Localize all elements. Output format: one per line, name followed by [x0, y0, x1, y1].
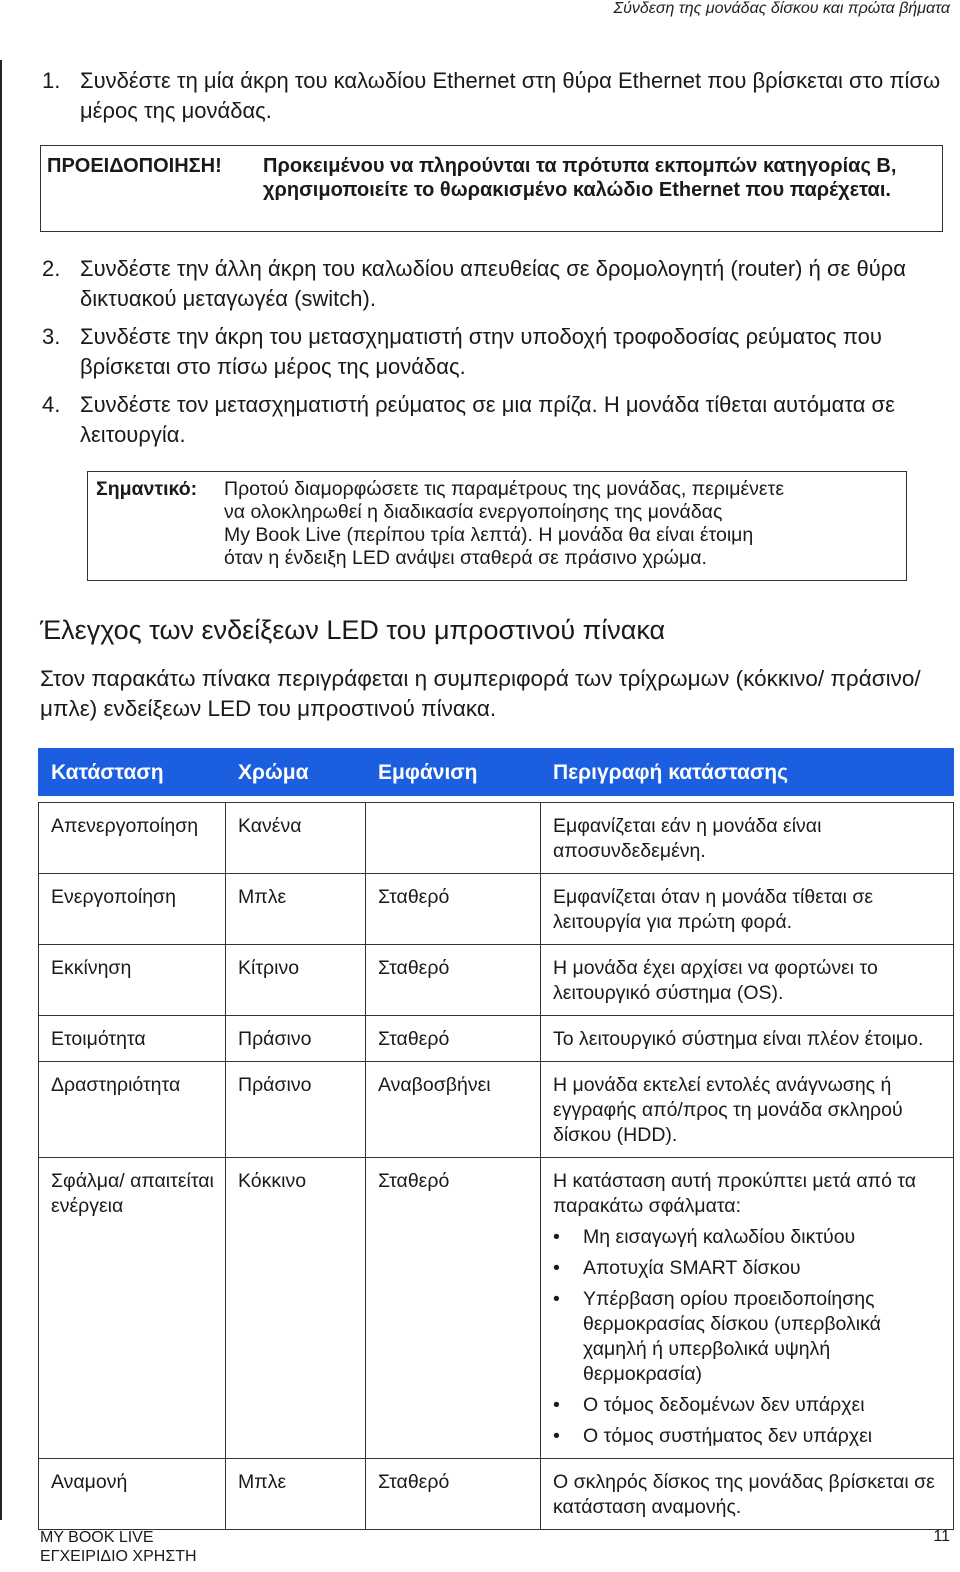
cell-appearance: Σταθερό: [365, 1016, 540, 1062]
warning-text: Προκειμένου να πληρούνται τα πρότυπα εκπομπών κατηγορίας B, χρησιμοποιείτε το θωρακισμένο καλώδιο Ethernet που παρέχεται.: [263, 155, 897, 201]
list-item: • Ο τόμος δεδομένων δεν υπάρχει: [553, 1393, 945, 1418]
step-4: [42, 390, 942, 450]
important-line: όταν η ένδειξη LED ανάψει σταθερά σε πράσινο χρώμα.: [224, 547, 707, 569]
important-line: να ολοκληρωθεί η διαδικασία ενεργοποίησης της μονάδας: [224, 501, 723, 523]
step-text: Συνδέστε την άλλη άκρη του καλωδίου απευθείας σε δρομολογητή (router) ή σε θύρα δικτυακού μεταγωγέα (switch).: [80, 256, 906, 311]
cell-appearance: Σταθερό: [365, 945, 540, 1016]
cell-status: Απενεργοποίηση: [38, 802, 225, 874]
step-number: 1.: [42, 68, 61, 93]
cell-description: Ο σκληρός δίσκος της μονάδας βρίσκεται σε κατάσταση αναμονής.: [540, 1459, 954, 1530]
left-margin-rule: [0, 60, 2, 1520]
section-heading: Έλεγχος των ενδείξεων LED του μπροστινού πίνακα: [40, 615, 666, 645]
step-text: Συνδέστε τη μία άκρη του καλωδίου Ethernet στη θύρα Ethernet που βρίσκεται στο πίσω μέρος της μονάδας.: [80, 68, 941, 123]
page-number: 11: [933, 1528, 950, 1545]
cell-status: Ετοιμότητα: [38, 1016, 225, 1062]
list-item: • Μη εισαγωγή καλωδίου δικτύου: [553, 1225, 945, 1250]
cell-appearance: Αναβοσβήνει: [365, 1062, 540, 1158]
step-number: 2.: [42, 256, 61, 281]
cell-appearance: [365, 802, 540, 874]
cell-color: Κόκκινο: [225, 1158, 365, 1459]
cell-color: Πράσινο: [225, 1062, 365, 1158]
cell-appearance: Σταθερό: [365, 1158, 540, 1459]
cell-color: Πράσινο: [225, 1016, 365, 1062]
table-row: [38, 1062, 954, 1158]
table-row: [38, 874, 954, 945]
warning-box: [40, 145, 943, 232]
cell-appearance: Σταθερό: [365, 874, 540, 945]
table-row: [38, 1016, 954, 1062]
cell-description: Η μονάδα έχει αρχίσει να φορτώνει το λειτουργικό σύστημα (OS).: [540, 945, 954, 1016]
table-row: [38, 945, 954, 1016]
step-2: [42, 254, 942, 314]
step-3: [42, 322, 942, 382]
important-line: My Book Live (περίπου τρία λεπτά). Η μονάδα θα είναι έτοιμη: [224, 524, 754, 546]
step-number: 3.: [42, 324, 61, 349]
cell-appearance: Σταθερό: [365, 1459, 540, 1530]
error-description-intro: Η κατάσταση αυτή προκύπτει μετά από τα παρακάτω σφάλματα:: [553, 1170, 917, 1217]
important-note-box: [87, 471, 907, 581]
step-1: [42, 66, 942, 126]
step-text: Συνδέστε τον μετασχηματιστή ρεύματος σε μια πρίζα. Η μονάδα τίθεται αυτόματα σε λειτουργία.: [80, 392, 895, 447]
warning-label: ΠΡΟΕΙΔΟΠΟΙΗΣΗ!: [47, 155, 222, 177]
header-status: Κατάσταση: [38, 748, 225, 796]
footer-product-info: [40, 1528, 197, 1566]
led-status-table: [38, 748, 954, 1530]
cell-description: [540, 1158, 954, 1459]
list-item: • Αποτυχία SMART δίσκου: [553, 1256, 945, 1281]
footer-product: MY BOOK LIVE: [40, 1529, 154, 1546]
cell-status: Αναμονή: [38, 1459, 225, 1530]
important-text: [224, 478, 894, 570]
cell-status: Εκκίνηση: [38, 945, 225, 1016]
cell-color: Μπλε: [225, 1459, 365, 1530]
running-header: Σύνδεση της μονάδας δίσκου και πρώτα βήματα: [613, 0, 950, 17]
cell-description: Το λειτουργικό σύστημα είναι πλέον έτοιμο.: [540, 1016, 954, 1062]
step-number: 4.: [42, 392, 61, 417]
cell-description: Εμφανίζεται εάν η μονάδα είναι αποσυνδεδεμένη.: [540, 802, 954, 874]
table-row: [38, 802, 954, 874]
cell-color: Κίτρινο: [225, 945, 365, 1016]
important-line: Προτού διαμορφώσετε τις παραμέτρους της μονάδας, περιμένετε: [224, 478, 785, 500]
cell-status: Δραστηριότητα: [38, 1062, 225, 1158]
footer-manual: ΕΓΧΕΙΡΙΔΙΟ ΧΡΗΣΤΗ: [40, 1548, 197, 1565]
cell-color: Μπλε: [225, 874, 365, 945]
header-description: Περιγραφή κατάστασης: [540, 748, 954, 796]
important-label: Σημαντικό:: [96, 478, 198, 500]
step-text: Συνδέστε την άκρη του μετασχηματιστή στην υποδοχή τροφοδοσίας ρεύματος που βρίσκεται στο πίσω μέρος της μονάδας.: [80, 324, 882, 379]
header-color: Χρώμα: [225, 748, 365, 796]
table-header-row: [38, 748, 954, 796]
cell-status: Ενεργοποίηση: [38, 874, 225, 945]
table-row: [38, 1459, 954, 1530]
cell-description: Εμφανίζεται όταν η μονάδα τίθεται σε λειτουργία για πρώτη φορά.: [540, 874, 954, 945]
list-item: • Ο τόμος συστήματος δεν υπάρχει: [553, 1424, 945, 1449]
cell-description: Η μονάδα εκτελεί εντολές ανάγνωσης ή εγγραφής από/προς τη μονάδα σκληρού δίσκου (HDD).: [540, 1062, 954, 1158]
list-item: • Υπέρβαση ορίου προειδοποίησης θερμοκρασίας δίσκου (υπερβολικά χαμηλή ή υπερβολικά υψηλή θερμοκρασία): [553, 1287, 945, 1387]
cell-status: Σφάλμα/ απαιτείται ενέργεια: [38, 1158, 225, 1459]
header-appearance: Εμφάνιση: [365, 748, 540, 796]
table-row: [38, 1158, 954, 1459]
section-intro: Στον παρακάτω πίνακα περιγράφεται η συμπεριφορά των τρίχρωμων (κόκκινο/ πράσινο/ μπλε) ενδείξεων LED του μπροστινού πίνακα.: [40, 666, 921, 721]
error-bullet-list: [553, 1225, 945, 1449]
cell-color: Κανένα: [225, 802, 365, 874]
